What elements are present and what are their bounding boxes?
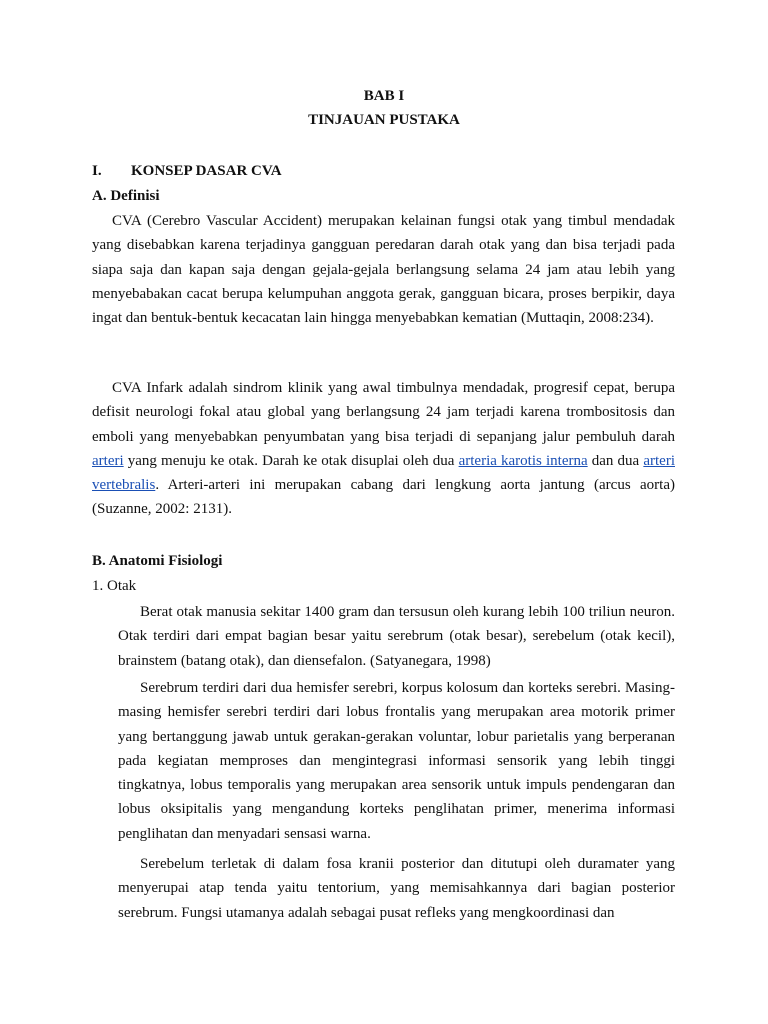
section-number: I. [92,163,102,179]
paragraph-text: dan dua [587,452,644,469]
link-arteri-vertebralis[interactable]: arteri vertebralis [92,452,675,494]
subsection-definisi: A. Definisi [92,188,160,204]
chapter-title: TINJAUAN PUSTAKA [308,112,460,128]
paragraph-text: yang menuju ke otak. Darah ke otak disuplai oleh dua [123,452,459,469]
subsection-anatomi-fisiologi: B. Anatomi Fisiologi [92,553,223,569]
paragraph-text: CVA (Cerebro Vascular Accident) merupakan kelainan fungsi otak yang timbul mendadak yang disebabkan karena terjadinya gangguan peredaran darah otak yang dan bisa terjadi pada siapa saja dan kapan saja dengan gejala-gejala berlangsung selama 24 jam atau lebih yang menyebabakan cacat berupa kelumpuhan anggota gerak, gangguan bicara, proses berpikir, daya ingat dan bentuk-bentuk kecacatan lain hingga menyebabkan kematian (Muttaqin, 2008:234). [92,213,675,327]
paragraph-text: . Arteri-arteri ini merupakan cabang dari lengkung aorta jantung (arcus aorta) (Suzanne, 2002: 2131). [92,477,675,518]
paragraph-text: Berat otak manusia sekitar 1400 gram dan tersusun oleh kurang lebih 100 triliun neuron. Otak terdiri dari empat bagian besar yaitu serebrum (otak besar), serebelum (otak kecil), brainstem (batang otak), dan diensefalon. (Satyanegara, 1998) [118,604,675,669]
link-arteri[interactable]: arteri [92,452,124,469]
chapter-number: BAB I [363,88,405,104]
paragraph-text: Serebelum terletak di dalam fosa kranii posterior dan ditutupi oleh duramater yang menyerupai atap tenda yaitu tentorium, yang memisahkannya dari bagian posterior serebrum. Fungsi utamanya adalah sebagai pusat refleks yang mengkoordinasi dan [118,856,675,921]
paragraph-text: CVA Infark adalah sindrom klinik yang awal timbulnya mendadak, progresif cepat, berupa defisit neurologi fokal atau global yang berlangsung 24 jam terjadi karena trombositosis dan emboli yang menyebabkan penyumbatan yang bisa terjadi di sepanjang jalur pembuluh darah [92,380,675,445]
paragraph-definisi [92,209,675,330]
paragraph-serebelum [118,852,675,925]
paragraph-serebrum [118,676,675,846]
section-title: KONSEP DASAR CVA [131,163,282,179]
paragraph-cva-infark [92,376,675,522]
list-item-otak: 1. Otak [92,578,137,594]
paragraph-text: Serebrum terdiri dari dua hemisfer serebri, korpus kolosum dan korteks serebri. Masing-masing hemisfer serebri terdiri dari lobus frontalis yang merupakan area motorik primer yang bertanggung jawab untuk gerakan-gerakan voluntar, lobur parietalis yang berperanan pada kegiatan memproses dan mengintegrasi informasi sensorik yang lebih tinggi tingkatnya, lobus temporalis yang merupakan area sensorik untuk impuls pendengaran dan lobus oksipitalis yang mengandung korteks penglihatan primer, menerima informasi penglihatan dan menyadari sensasi warna. [118,680,675,842]
paragraph-otak [118,600,675,673]
link-arteria-karotis-interna[interactable]: arteria karotis interna [458,452,588,469]
